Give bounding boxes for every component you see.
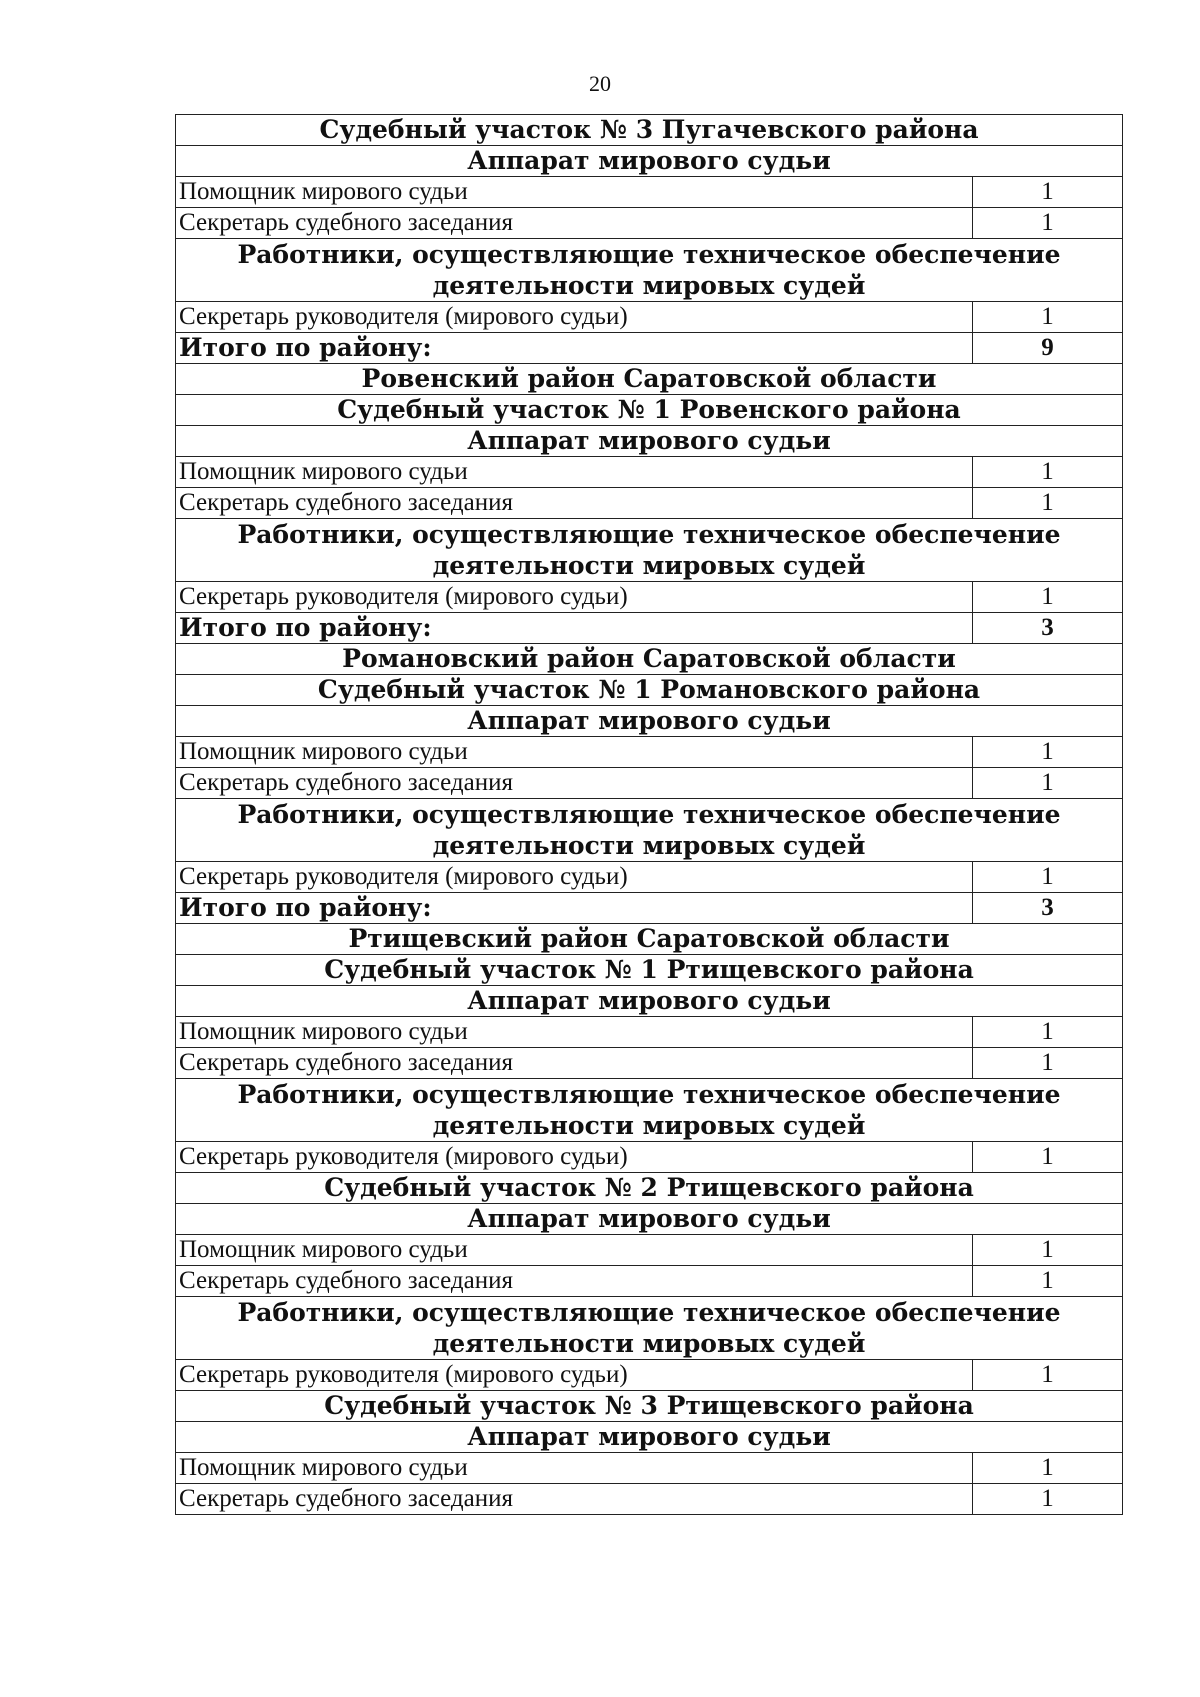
position-count: 1 — [973, 1453, 1123, 1484]
heading: Аппарат мирового судьи — [176, 706, 1123, 737]
table-row — [176, 302, 1123, 333]
section-heading: Работники, осуществляющие техническое обеспечение деятельности мировых судей — [176, 1297, 1123, 1360]
position-label: Секретарь руководителя (мирового судьи) — [176, 1142, 973, 1173]
section-heading: Работники, осуществляющие техническое обеспечение деятельности мировых судей — [176, 799, 1123, 862]
heading-row — [176, 955, 1123, 986]
position-label: Секретарь судебного заседания — [176, 1484, 973, 1515]
page-number: 20 — [589, 71, 611, 96]
section-heading-row — [176, 1297, 1123, 1360]
position-label: Секретарь судебного заседания — [176, 208, 973, 239]
position-label: Секретарь руководителя (мирового судьи) — [176, 582, 973, 613]
table-row — [176, 862, 1123, 893]
heading-row — [176, 1204, 1123, 1235]
table-row — [176, 1017, 1123, 1048]
table-row — [176, 1484, 1123, 1515]
section-heading-row — [176, 1079, 1123, 1142]
total-row — [176, 613, 1123, 644]
position-count: 1 — [973, 862, 1123, 893]
heading: Ровенский район Саратовской области — [176, 364, 1123, 395]
total-row — [176, 333, 1123, 364]
total-row — [176, 893, 1123, 924]
table-row — [176, 768, 1123, 799]
position-count: 1 — [973, 1235, 1123, 1266]
heading-row — [176, 115, 1123, 146]
position-label: Помощник мирового судьи — [176, 457, 973, 488]
position-label: Помощник мирового судьи — [176, 1017, 973, 1048]
position-count: 1 — [973, 582, 1123, 613]
heading-row — [176, 986, 1123, 1017]
position-count: 1 — [973, 208, 1123, 239]
heading: Судебный участок № 3 Ртищевского района — [176, 1391, 1123, 1422]
heading: Судебный участок № 1 Ровенского района — [176, 395, 1123, 426]
table-row — [176, 177, 1123, 208]
position-label: Помощник мирового судьи — [176, 177, 973, 208]
position-label: Помощник мирового судьи — [176, 1453, 973, 1484]
heading: Судебный участок № 1 Романовского района — [176, 675, 1123, 706]
position-count: 1 — [973, 1142, 1123, 1173]
position-label: Секретарь руководителя (мирового судьи) — [176, 1360, 973, 1391]
staffing-table-body — [176, 115, 1123, 1515]
table-row — [176, 1235, 1123, 1266]
section-heading: Работники, осуществляющие техническое обеспечение деятельности мировых судей — [176, 239, 1123, 302]
total-value: 3 — [973, 613, 1123, 644]
heading-row — [176, 706, 1123, 737]
table-row — [176, 1453, 1123, 1484]
heading-row — [176, 146, 1123, 177]
section-heading-row — [176, 239, 1123, 302]
heading-row — [176, 426, 1123, 457]
position-label: Секретарь судебного заседания — [176, 1048, 973, 1079]
heading-row — [176, 644, 1123, 675]
position-count: 1 — [973, 177, 1123, 208]
position-label: Помощник мирового судьи — [176, 737, 973, 768]
position-count: 1 — [973, 1048, 1123, 1079]
heading-row — [176, 1391, 1123, 1422]
position-count: 1 — [973, 737, 1123, 768]
table-row — [176, 457, 1123, 488]
position-count: 1 — [973, 768, 1123, 799]
heading: Судебный участок № 3 Пугачевского района — [176, 115, 1123, 146]
section-heading-row — [176, 799, 1123, 862]
position-label: Секретарь руководителя (мирового судьи) — [176, 862, 973, 893]
heading: Романовский район Саратовской области — [176, 644, 1123, 675]
position-label: Секретарь судебного заседания — [176, 1266, 973, 1297]
heading-row — [176, 1173, 1123, 1204]
position-count: 1 — [973, 302, 1123, 333]
staffing-table — [175, 114, 1123, 1515]
heading: Аппарат мирового судьи — [176, 426, 1123, 457]
section-heading-row — [176, 519, 1123, 582]
heading-row — [176, 1422, 1123, 1453]
position-label: Секретарь руководителя (мирового судьи) — [176, 302, 973, 333]
heading-row — [176, 924, 1123, 955]
total-value: 9 — [973, 333, 1123, 364]
table-row — [176, 737, 1123, 768]
heading-row — [176, 364, 1123, 395]
table-row — [176, 1360, 1123, 1391]
table-row — [176, 1266, 1123, 1297]
position-count: 1 — [973, 1484, 1123, 1515]
heading-row — [176, 395, 1123, 426]
position-label: Секретарь судебного заседания — [176, 768, 973, 799]
heading: Аппарат мирового судьи — [176, 986, 1123, 1017]
table-row — [176, 208, 1123, 239]
table-row — [176, 582, 1123, 613]
total-value: 3 — [973, 893, 1123, 924]
heading-row — [176, 675, 1123, 706]
heading: Судебный участок № 1 Ртищевского района — [176, 955, 1123, 986]
heading: Аппарат мирового судьи — [176, 146, 1123, 177]
position-count: 1 — [973, 457, 1123, 488]
section-heading: Работники, осуществляющие техническое обеспечение деятельности мировых судей — [176, 519, 1123, 582]
table-row — [176, 488, 1123, 519]
heading: Аппарат мирового судьи — [176, 1422, 1123, 1453]
heading: Ртищевский район Саратовской области — [176, 924, 1123, 955]
total-label: Итого по району: — [176, 333, 973, 364]
position-label: Помощник мирового судьи — [176, 1235, 973, 1266]
total-label: Итого по району: — [176, 613, 973, 644]
position-count: 1 — [973, 1360, 1123, 1391]
position-count: 1 — [973, 1017, 1123, 1048]
position-label: Секретарь судебного заседания — [176, 488, 973, 519]
heading: Аппарат мирового судьи — [176, 1204, 1123, 1235]
position-count: 1 — [973, 488, 1123, 519]
total-label: Итого по району: — [176, 893, 973, 924]
heading: Судебный участок № 2 Ртищевского района — [176, 1173, 1123, 1204]
section-heading: Работники, осуществляющие техническое обеспечение деятельности мировых судей — [176, 1079, 1123, 1142]
table-row — [176, 1142, 1123, 1173]
table-row — [176, 1048, 1123, 1079]
position-count: 1 — [973, 1266, 1123, 1297]
